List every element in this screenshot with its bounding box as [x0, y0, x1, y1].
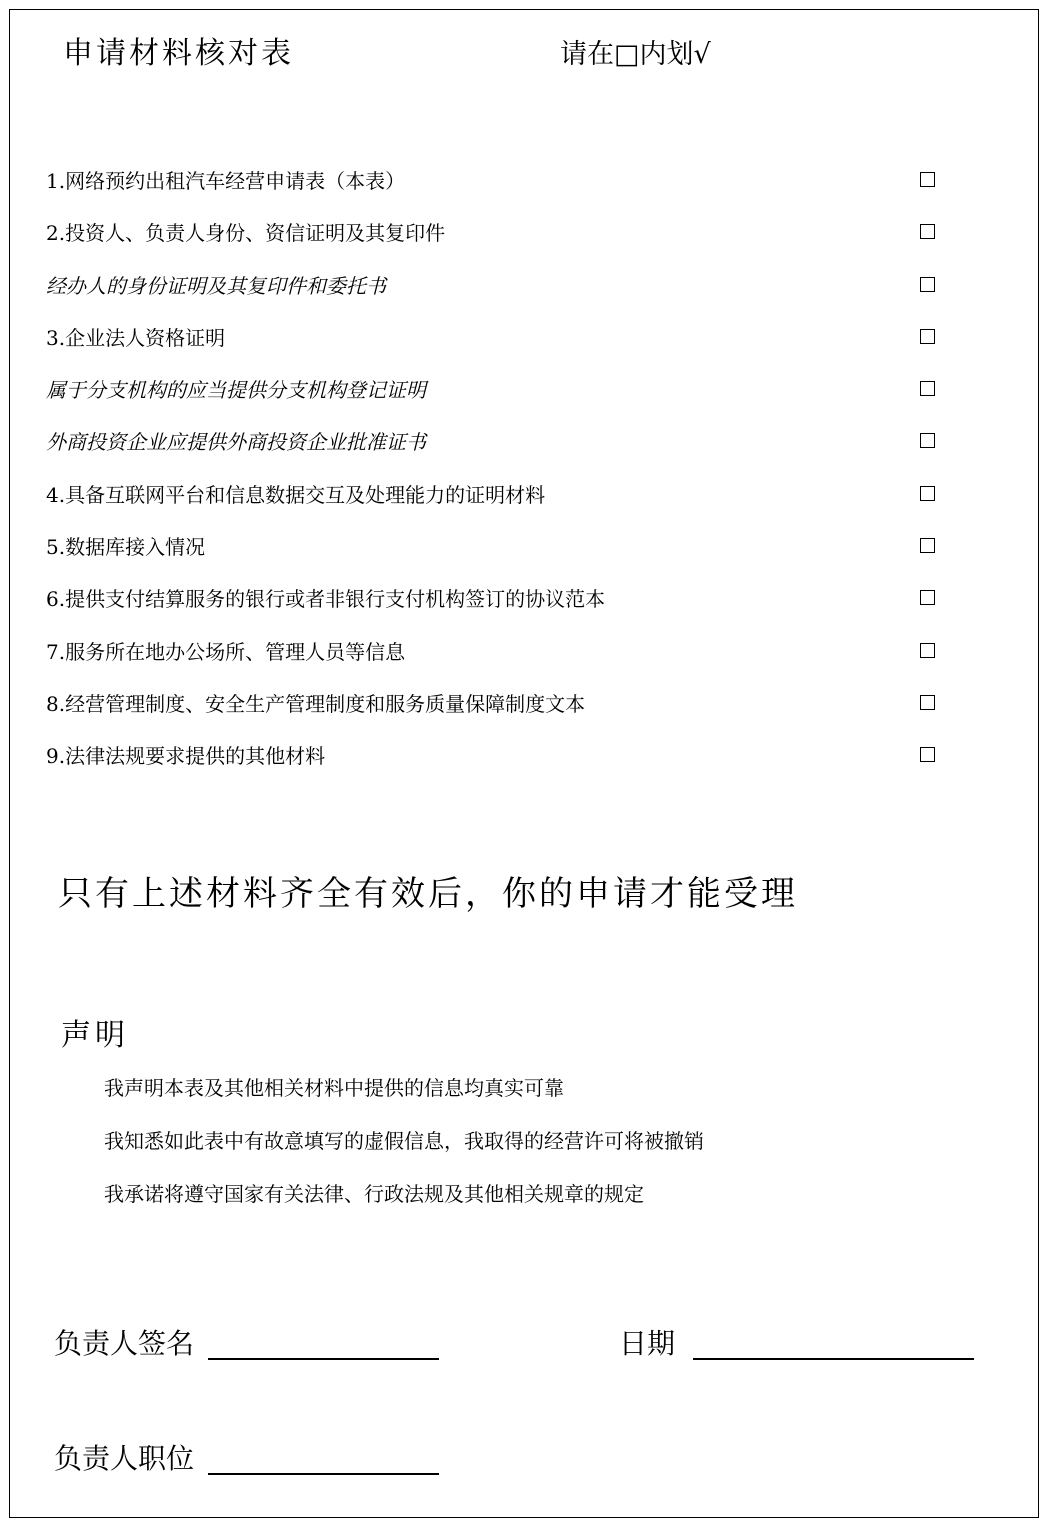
checklist-item — [46, 265, 946, 317]
checklist-checkbox[interactable] — [920, 486, 935, 501]
date-row — [619, 1322, 974, 1362]
checklist-item-label: 6.提供支付结算服务的银行或者非银行支付机构签订的协议范本 — [46, 587, 606, 612]
date-field[interactable] — [693, 1328, 974, 1360]
checklist-item — [46, 683, 946, 735]
checklist-item-label: 7.服务所在地办公场所、管理人员等信息 — [46, 639, 406, 664]
checklist-item-label: 8.经营管理制度、安全生产管理制度和服务质量保障制度文本 — [46, 691, 586, 716]
date-label: 日期 — [619, 1327, 676, 1360]
checklist-item — [46, 631, 946, 683]
checklist-item — [46, 421, 946, 473]
declaration-statements — [104, 1068, 704, 1227]
checklist-item-label: 1.网络预约出租汽车经营申请表（本表） — [46, 169, 406, 193]
checklist-checkbox[interactable] — [920, 381, 935, 396]
signer-label: 负责人签名 — [54, 1327, 195, 1360]
checklist-checkbox[interactable] — [920, 538, 935, 553]
position-label: 负责人职位 — [54, 1442, 195, 1475]
checklist-item — [46, 160, 946, 212]
checklist-item-label: 经办人的身份证明及其复印件和委托书 — [46, 273, 386, 298]
checklist-item — [46, 369, 946, 421]
checklist-checkbox[interactable] — [920, 643, 935, 658]
checklist-checkbox[interactable] — [920, 277, 935, 292]
declaration-line: 我承诺将遵守国家有关法律、行政法规及其他相关规章的规定 — [104, 1182, 644, 1206]
declaration-line: 我知悉如此表中有故意填写的虚假信息，我取得的经营许可将被撤销 — [104, 1129, 704, 1153]
declaration-title: 声明 — [61, 1018, 129, 1053]
signer-signature-field[interactable] — [208, 1328, 439, 1360]
position-row — [54, 1437, 439, 1477]
checklist-item — [46, 526, 946, 578]
signer-row — [54, 1322, 439, 1362]
checklist-item-label: 3.企业法人资格证明 — [46, 325, 226, 350]
check-instruction: 请在□内划√ — [560, 39, 711, 70]
checklist-item-label: 5.数据库接入情况 — [46, 535, 206, 560]
checklist-checkbox[interactable] — [920, 329, 935, 344]
checklist-item-label: 4.具备互联网平台和信息数据交互及处理能力的证明材料 — [46, 482, 546, 507]
page-title: 申请材料核对表 — [63, 36, 294, 71]
checklist-checkbox[interactable] — [920, 747, 935, 762]
position-field[interactable] — [208, 1443, 439, 1475]
checklist-item-label: 9.法律法规要求提供的其他材料 — [46, 744, 326, 769]
checklist-checkbox[interactable] — [920, 695, 935, 710]
checklist-checkbox[interactable] — [920, 172, 935, 187]
checklist-item — [46, 317, 946, 369]
checklist-item-label: 2.投资人、负责人身份、资信证明及其复印件 — [46, 221, 446, 246]
checklist-item — [46, 735, 946, 787]
checklist-checkbox[interactable] — [920, 590, 935, 605]
checklist-item-label: 外商投资企业应提供外商投资企业批准证书 — [46, 430, 426, 455]
checklist-item — [46, 212, 946, 264]
checklist-checkbox[interactable] — [920, 224, 935, 239]
declaration-line: 我声明本表及其他相关材料中提供的信息均真实可靠 — [104, 1076, 564, 1100]
materials-checklist — [46, 160, 946, 788]
acceptance-notice: 只有上述材料齐全有效后，你的申请才能受理 — [58, 874, 798, 914]
checklist-item-label: 属于分支机构的应当提供分支机构登记证明 — [46, 378, 426, 403]
checklist-item — [46, 578, 946, 630]
checklist-checkbox[interactable] — [920, 433, 935, 448]
checklist-item — [46, 474, 946, 526]
